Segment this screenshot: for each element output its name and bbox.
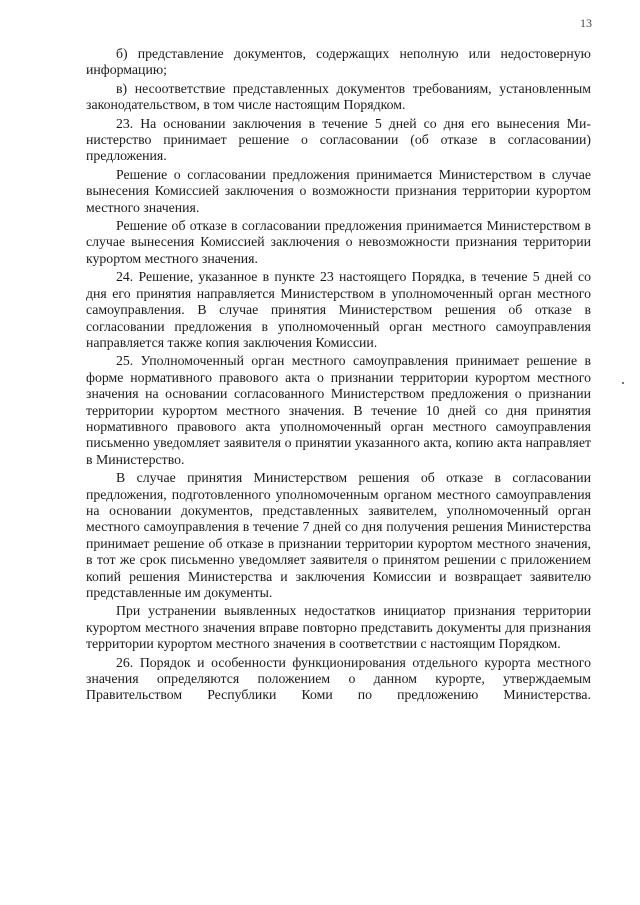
paragraph-clause-26: 26. Порядок и особенности функционирования отдельного курорта местного значения определяются положением о данном курорте, утверждаемым Правительством Республики Коми по предложению Министерства. — [86, 654, 591, 703]
document-body — [86, 46, 591, 706]
paragraph-item-v: в) несоответствие представленных документов требованиям, установленным законодательством, в том числе настоящим Порядком. — [86, 80, 591, 113]
scan-speck — [622, 382, 624, 384]
paragraph-resubmission: При устранении выявленных недостатков инициатор признания территории курортом местного значения вправе повторно представить документы для признания территории курортом местного значения в соответствии с настоящим Порядком. — [86, 603, 591, 652]
paragraph-clause-23: 23. На основании заключения в течение 5 дней со дня его вынесения Министерство принимает решение о согласовании (об отказе в согласовании) предложения. — [86, 115, 591, 164]
paragraph-clause-24: 24. Решение, указанное в пункте 23 настоящего Порядка, в течение 5 дней со дня его принятия направляется Министерством в уполномоченный орган местного самоуправления. В случае принятия Министерством решения об отказе в согласовании предложения в уполномоченный орган местного самоуправления направляется также копия заключения Комиссии. — [86, 269, 591, 350]
paragraph-item-b: б) представление документов, содержащих неполную или недостоверную информацию; — [86, 46, 591, 78]
page-number: 13 — [580, 16, 592, 30]
paragraph-clause-25: 25. Уполномоченный орган местного самоуправления принимает решение в форме нормативного правового акта о признании территории курортом местного значения на основании согласованного Министерством предложения о признании территории курортом местного значения. В течение 10 дней со дня принятия нормативного правового акта уполномоченный орган местного самоуправления письменно уведомляет заявителя о принятии указанного акта, копию акта направляет в Министерство. — [86, 353, 591, 467]
paragraph-approval-decision: Решение о согласовании предложения принимается Министерством в случае вынесения Комиссией заключения о возможности признания территории курортом местного значения. — [86, 166, 591, 215]
paragraph-refusal-decision: Решение об отказе в согласовании предложения принимается Министерством в случае вынесения Комиссией заключения о невозможности признания территории курортом местного значения. — [86, 218, 591, 266]
paragraph-refusal-case: В случае принятия Министерством решения об отказе в согласовании предложения, подготовленного уполномоченным органом местного самоуправления на основании документов, представленных заявителем, уполномоченный орган местного самоуправления в течение 7 дней со дня получения решения Министерства принимает решение об отказе в признании территории курортом местного значения, в тот же срок письменно уведомляет заявителя о принятом решении с приложением копий решения Министерства и заключения Комиссии и возвращает заявителю представленные им документы. — [86, 470, 591, 600]
